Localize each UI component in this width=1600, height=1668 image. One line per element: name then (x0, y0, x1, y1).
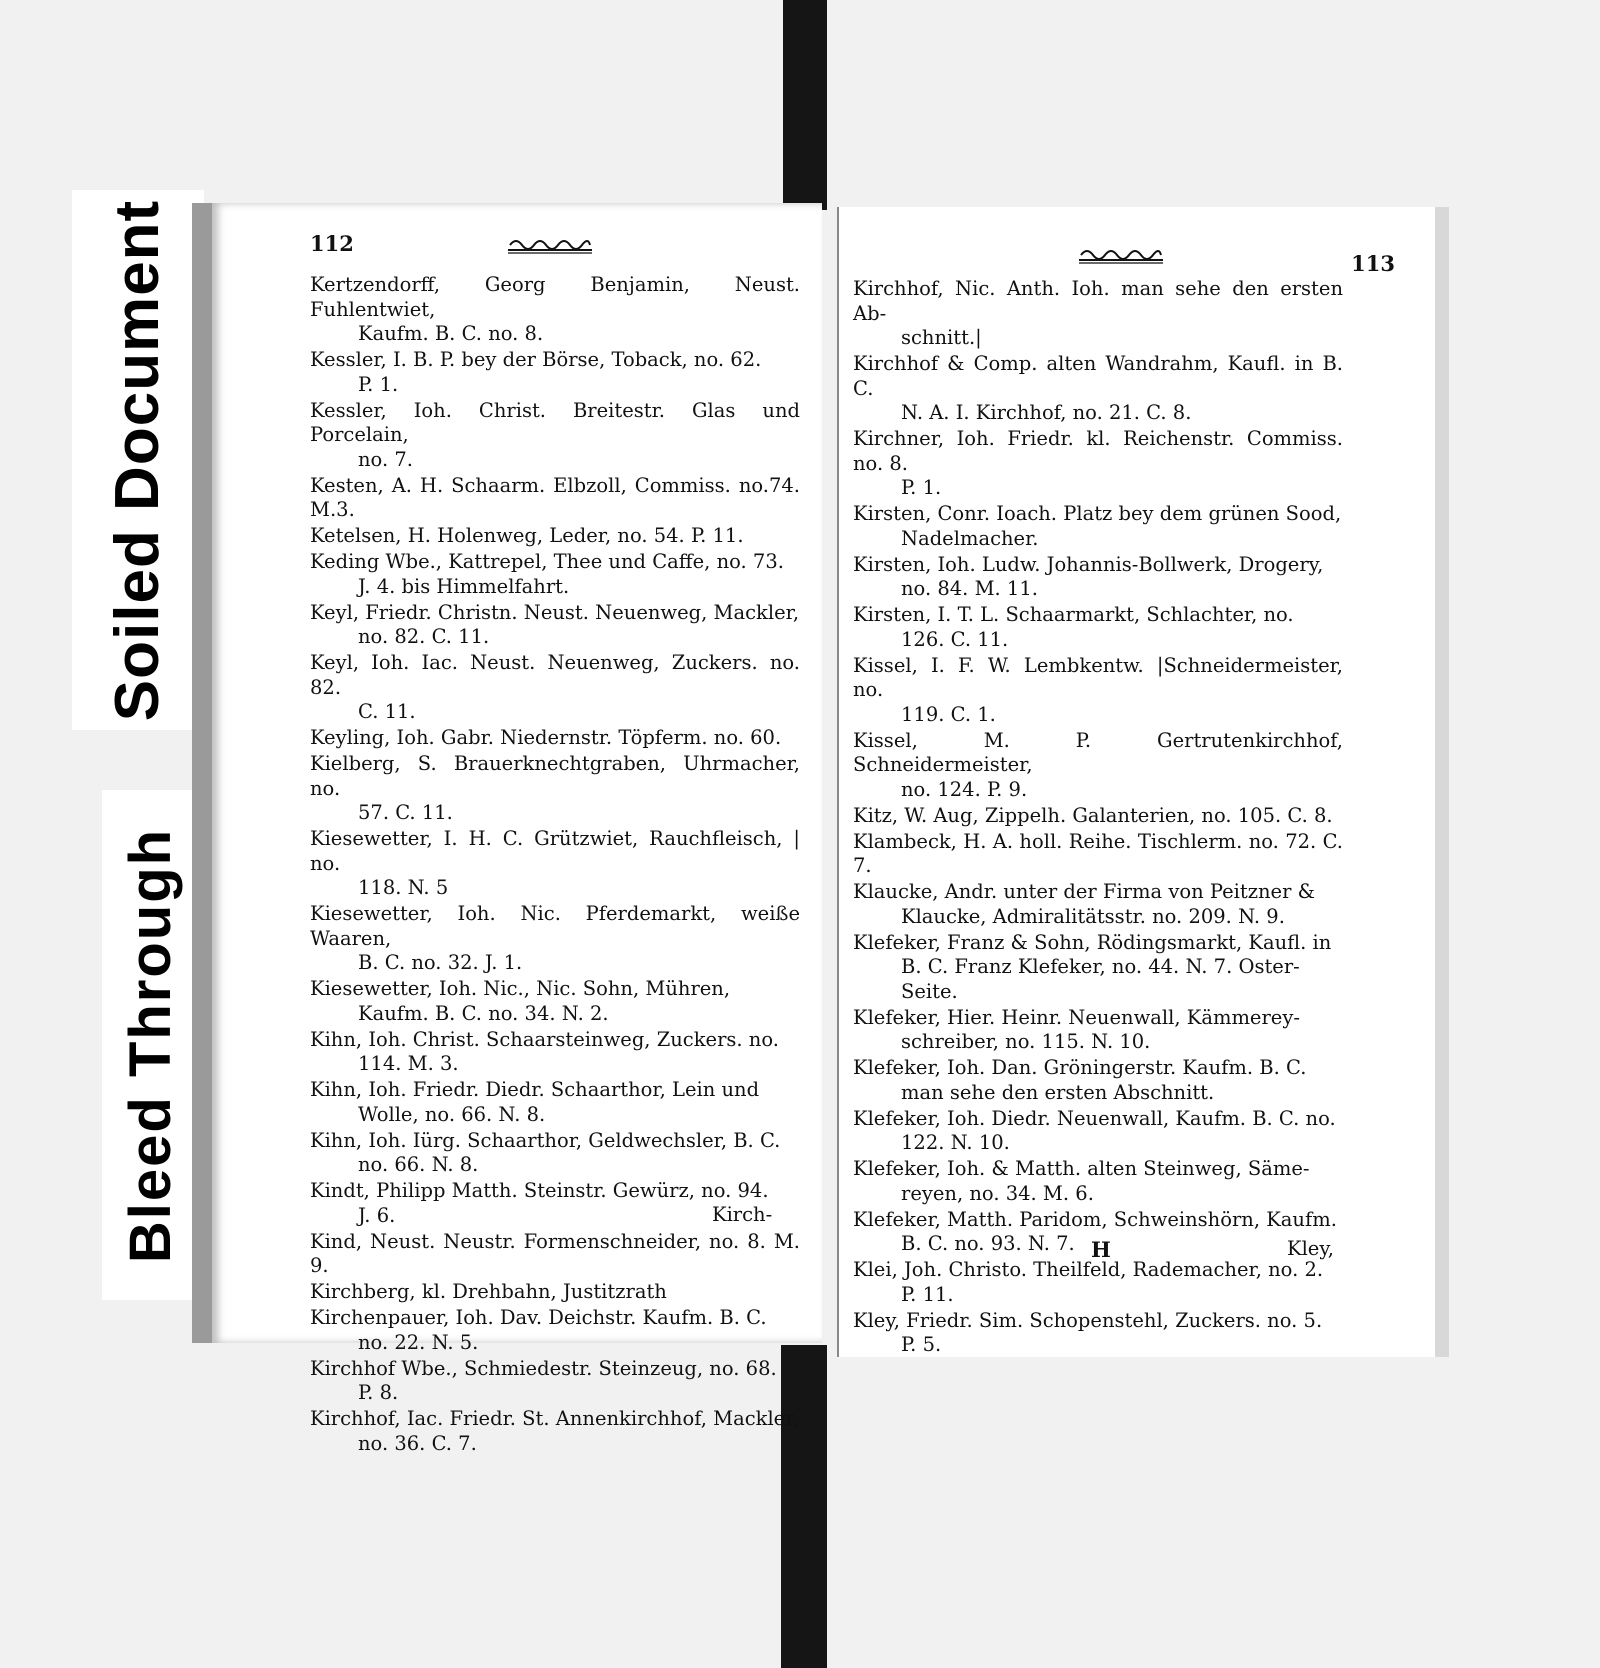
entry-first-line: Kirchhof Wbe., Schmiedestr. Steinzeug, no. 68. (310, 1356, 777, 1380)
entry-continuation: Kaufm. B. C. no. 8. (358, 322, 544, 345)
entry-continuation: 114. M. 3. (358, 1052, 459, 1075)
entry-continuation: no. 22. N. 5. (358, 1330, 479, 1354)
entry-continuation: B. C. no. 93. N. 7. (901, 1232, 1075, 1255)
entry-continuation: J. 6. (358, 1203, 396, 1227)
directory-entry (853, 1157, 1343, 1206)
directory-entry (853, 1056, 1343, 1105)
entry-continuation: 57. C. 11. (358, 801, 453, 824)
entry-continuation: Nadelmacher. (901, 526, 1039, 550)
directory-entry (310, 1028, 800, 1077)
entry-continuation: C. 11. (358, 700, 416, 723)
entry-continuation: no. 124. P. 9. (901, 777, 1028, 801)
entry-first-line: Kiesewetter, Ioh. Nic., Nic. Sohn, Mühren, (310, 977, 731, 1000)
entry-first-line: Kissel, I. F. W. Lembkentw. |Schneidermeister, no. (853, 653, 1343, 701)
entry-first-line: Kley, Friedr. Sim. Schopenstehl, Zuckers. no. 5. (853, 1308, 1323, 1332)
directory-entry (853, 880, 1343, 929)
directory-entry (853, 352, 1343, 426)
directory-entry (853, 502, 1343, 551)
right-page (837, 207, 1449, 1357)
directory-entry (310, 1078, 800, 1127)
entry-first-line: Klefeker, Ioh. Dan. Gröningerstr. Kaufm. B. C. (853, 1056, 1307, 1079)
directory-entry (853, 603, 1343, 652)
directory-entry (853, 830, 1343, 879)
directory-entry (310, 977, 800, 1026)
entry-first-line: Kirchenpauer, Ioh. Dav. Deichstr. Kaufm. B. C. (310, 1306, 767, 1329)
entry-first-line: Keyl, Ioh. Iac. Neust. Neuenweg, Zuckers. no. 82. (310, 651, 800, 699)
entry-first-line: Keding Wbe., Kattrepel, Thee und Caffe, no. 73. (310, 550, 784, 573)
directory-entry (853, 1258, 1343, 1307)
entry-continuation: Kaufm. B. C. no. 34. N. 2. (358, 1001, 609, 1025)
entry-first-line: Kirchner, Ioh. Friedr. kl. Reichenstr. Commiss. no. 8. (853, 427, 1343, 475)
entry-first-line: Kirchhof & Comp. alten Wandrahm, Kaufl. in B. C. (853, 352, 1343, 400)
directory-entry (310, 902, 800, 976)
entry-continuation: no. 66. N. 8. (358, 1153, 479, 1176)
directory-entry (310, 651, 800, 725)
entry-continuation: 122. N. 10. (901, 1131, 1010, 1154)
entry-first-line: Klefeker, Ioh. Diedr. Neuenwall, Kaufm. B. C. no. (853, 1106, 1336, 1130)
entry-continuation: Klaucke, Admiralitätsstr. no. 209. N. 9. (901, 904, 1285, 928)
entry-first-line: Kirsten, Conr. Ioach. Platz bey dem grünen Sood, (853, 502, 1342, 525)
entry-first-line: Kihn, Ioh. Friedr. Diedr. Schaarthor, Lein und (310, 1078, 760, 1101)
entry-continuation: P. 1. (901, 476, 942, 499)
directory-entry (853, 1006, 1343, 1055)
directory-entry (310, 348, 800, 397)
entry-first-line: Klambeck, H. A. holl. Reihe. Tischlerm. no. 72. C. 7. (853, 829, 1343, 877)
left-page-number: 112 (310, 231, 354, 256)
right-page-number: 113 (1351, 251, 1395, 276)
entry-continuation: P. 8. (358, 1381, 399, 1404)
entry-continuation: J. 4. bis Himmelfahrt. (358, 574, 570, 598)
entry-continuation: P. 1. (358, 372, 399, 396)
entry-first-line: Kirchberg, kl. Drehbahn, Justitzrath (310, 1280, 667, 1303)
entry-continuation: N. A. I. Kirchhof, no. 21. C. 8. (901, 401, 1192, 424)
entry-continuation: 118. N. 5 (358, 876, 449, 899)
soiled-document-label: Soiled Document (103, 199, 173, 721)
entry-continuation: no. 7. (358, 447, 413, 471)
entry-first-line: Kindt, Philipp Matth. Steinstr. Gewürz, no. 94. (310, 1179, 769, 1202)
directory-entry (853, 654, 1343, 728)
entry-continuation: schnitt.| (901, 326, 982, 349)
directory-entry (853, 931, 1343, 1005)
entry-first-line: Klefeker, Ioh. & Matth. alten Steinweg, Säme- (853, 1157, 1310, 1180)
entry-continuation: P. 5. (901, 1333, 942, 1356)
entry-continuation: B. C. Franz Klefeker, no. 44. N. 7. Oster-Seite. (901, 955, 1300, 1003)
directory-entry (310, 726, 800, 751)
entry-first-line: Klefeker, Hier. Heinr. Neuenwall, Kämmerey- (853, 1005, 1300, 1029)
directory-entry (853, 553, 1343, 602)
entry-first-line: Kirsten, Ioh. Ludw. Johannis-Bollwerk, Drogery, (853, 552, 1324, 576)
book-spine-top (783, 0, 827, 210)
entry-continuation: 126. C. 11. (901, 627, 1009, 651)
entry-first-line: Keyling, Ioh. Gabr. Niedernstr. Töpferm. no. 60. (310, 726, 782, 749)
entry-continuation: schreiber, no. 115. N. 10. (901, 1030, 1151, 1053)
left-catchword: Kirch- (712, 1203, 773, 1226)
directory-entry (310, 524, 800, 549)
entry-first-line: Kirchhof, Nic. Anth. Ioh. man sehe den ersten Ab- (853, 277, 1343, 325)
directory-entry (310, 601, 800, 650)
directory-entry (310, 273, 800, 347)
entry-first-line: Kirsten, I. T. L. Schaarmarkt, Schlachter, no. (853, 603, 1294, 626)
entry-first-line: Kertzendorff, Georg Benjamin, Neust. Fuhlentwiet, (310, 273, 800, 321)
entry-continuation: man sehe den ersten Abschnitt. (901, 1080, 1215, 1104)
entry-continuation: no. 82. C. 11. (358, 625, 490, 648)
soiled-document-stamp (72, 190, 204, 730)
directory-entry (853, 1107, 1343, 1156)
directory-entry (853, 804, 1343, 829)
left-page-header (310, 227, 822, 273)
directory-entry (310, 399, 800, 473)
entry-first-line: Kiesewetter, I. H. C. Grützwiet, Rauchfleisch, | no. (310, 827, 800, 875)
directory-entry (310, 1357, 800, 1406)
entry-first-line: Kirchhof, Iac. Friedr. St. Annenkirchhof, Mackler, (310, 1407, 799, 1430)
right-page-header (853, 231, 1435, 277)
entry-first-line: Kielberg, S. Brauerknechtgraben, Uhrmacher, no. (310, 752, 800, 800)
entry-first-line: Klefeker, Franz & Sohn, Rödingsmarkt, Kaufl. in (853, 930, 1332, 954)
directory-entry (310, 752, 800, 826)
directory-entry (310, 1129, 800, 1178)
directory-entry (853, 729, 1343, 803)
entry-continuation: B. C. no. 32. J. 1. (358, 951, 523, 974)
entry-continuation: no. 36. C. 7. (358, 1431, 477, 1455)
bleed-through-label: Bleed Through (118, 827, 184, 1263)
ornament-icon (508, 235, 592, 255)
entry-first-line: Kihn, Ioh. Christ. Schaarsteinweg, Zuckers. no. (310, 1027, 779, 1051)
entry-first-line: Klei, Joh. Christo. Theilfeld, Rademacher, no. 2. (853, 1258, 1324, 1281)
entry-first-line: Kihn, Ioh. Iürg. Schaarthor, Geldwechsler, B. C. (310, 1128, 781, 1152)
entry-continuation: no. 84. M. 11. (901, 577, 1038, 600)
bleed-through-stamp (102, 790, 200, 1300)
directory-entry (853, 1309, 1343, 1358)
entry-first-line: Kesten, A. H. Schaarm. Elbzoll, Commiss. no.74. M.3. (310, 473, 800, 521)
right-catchword: Kley, (1287, 1237, 1334, 1260)
directory-entry (310, 827, 800, 901)
entry-continuation: P. 11. (901, 1282, 954, 1306)
entry-first-line: Kitz, W. Aug, Zippelh. Galanterien, no. 105. C. 8. (853, 803, 1333, 827)
directory-entry (853, 277, 1343, 351)
entry-first-line: Klaucke, Andr. unter der Firma von Peitzner & (853, 880, 1315, 903)
left-page (192, 203, 822, 1455)
entry-first-line: Kessler, Ioh. Christ. Breitestr. Glas und Porcelain, (310, 398, 800, 446)
entry-continuation: 119. C. 1. (901, 702, 996, 726)
directory-entry (310, 1407, 800, 1456)
right-entry-list (853, 277, 1435, 1358)
directory-entry (853, 427, 1343, 501)
ornament-icon (1079, 245, 1163, 265)
entry-continuation: Wolle, no. 66. N. 8. (358, 1102, 546, 1126)
entry-first-line: Ketelsen, H. Holenweg, Leder, no. 54. P. 11. (310, 524, 744, 547)
entry-first-line: Klefeker, Matth. Paridom, Schweinshörn, Kaufm. (853, 1207, 1337, 1231)
signature-mark: H (1091, 1237, 1111, 1262)
entry-continuation: reyen, no. 34. M. 6. (901, 1181, 1094, 1205)
entry-first-line: Kind, Neust. Neustr. Formenschneider, no. 8. M. 9. (310, 1229, 800, 1277)
directory-entry (310, 474, 800, 523)
entry-first-line: Kessler, I. B. P. bey der Börse, Toback, no. 62. (310, 348, 762, 371)
directory-entry (310, 550, 800, 599)
entry-first-line: Kiesewetter, Ioh. Nic. Pferdemarkt, weiße Waaren, (310, 902, 800, 950)
entry-first-line: Keyl, Friedr. Christn. Neust. Neuenweg, Mackler, (310, 600, 800, 624)
entry-first-line: Kissel, M. P. Gertrutenkirchhof, Schneidermeister, (853, 728, 1343, 776)
